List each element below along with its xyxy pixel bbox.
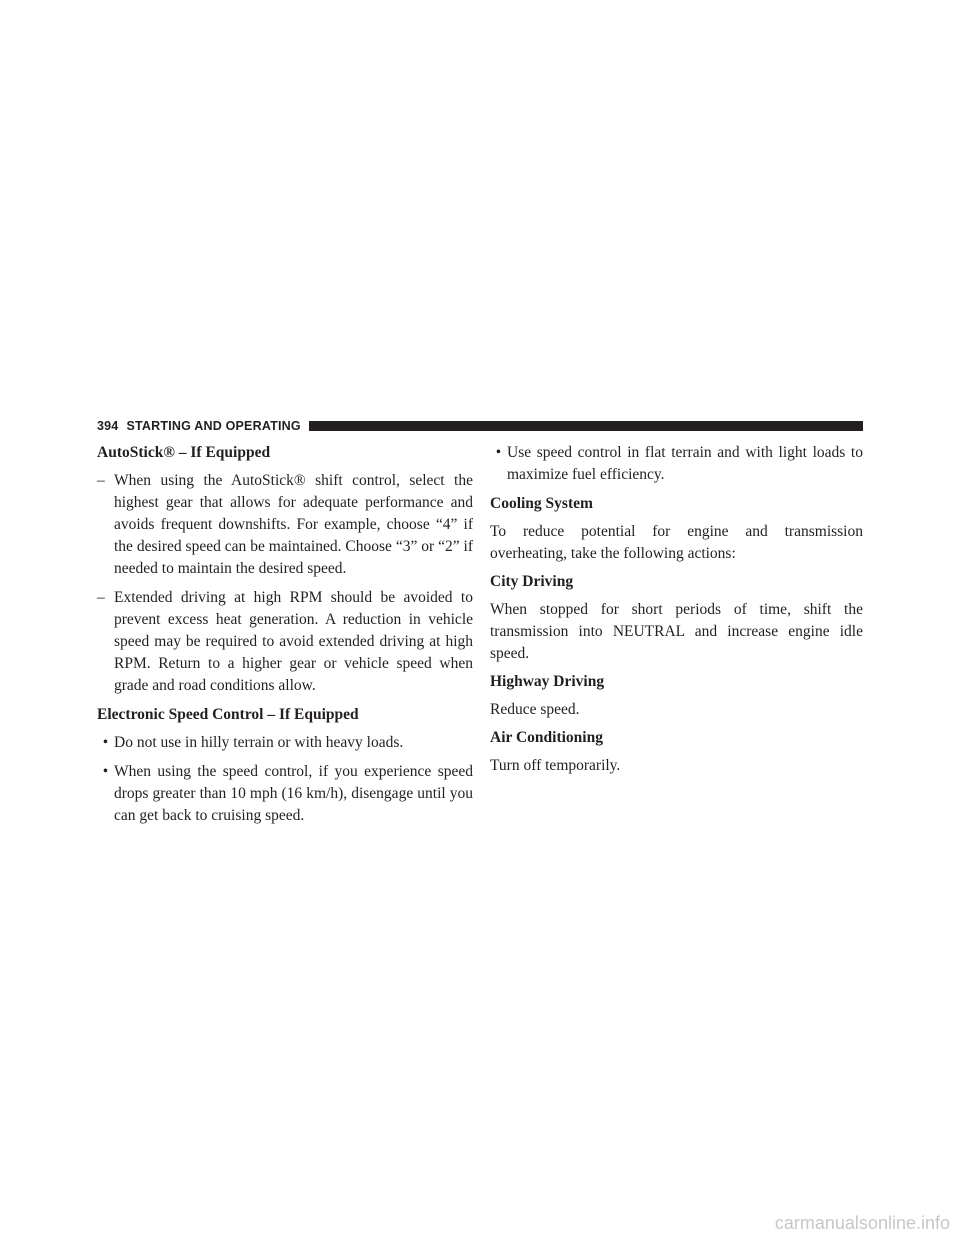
section-title: STARTING AND OPERATING [126,419,301,433]
city-driving-text: When stopped for short periods of time, shift the transmission into NEUTRAL and increase engine idle speed. [490,601,863,662]
list-item [97,470,473,580]
bullet-marker: • [102,763,109,780]
dash-marker: – [97,472,105,489]
list-item [97,761,473,827]
list-item-text: Extended driving at high RPM should be avoided to prevent excess heat generation. A reduction in vehicle speed may be required to avoid extended driving at high RPM. Return to a higher gear or vehicle speed when grade and road conditions allow. [114,589,473,694]
watermark: carmanualsonline.info [774,1213,950,1233]
list-item [97,732,473,754]
list-item [490,442,863,486]
autostick-heading: AutoStick® – If Equipped [97,444,271,461]
air-conditioning-heading: Air Conditioning [490,729,603,746]
highway-driving-heading: Highway Driving [490,673,605,690]
list-item-text: When using the speed control, if you experience speed drops greater than 10 mph (16 km/h), disengage until you can get back to cruising speed. [114,763,473,824]
list-item [97,587,473,697]
air-conditioning-text: Turn off temporarily. [490,757,621,774]
cooling-system-heading: Cooling System [490,495,593,512]
page-number: 394 [97,419,119,433]
city-driving-heading: City Driving [490,573,574,590]
speed-control-heading: Electronic Speed Control – If Equipped [97,706,359,723]
highway-driving-text: Reduce speed. [490,701,580,718]
list-item-text: Do not use in hilly terrain or with heavy loads. [114,734,404,751]
right-column [490,442,863,783]
list-item-text: Use speed control in flat terrain and with light loads to maximize fuel efficiency. [507,444,863,483]
bullet-marker: • [102,734,109,751]
list-item-text: When using the AutoStick® shift control, select the highest gear that allows for adequate performance and avoids frequent downshifts. For example, choose “4” if the desired speed can be maintained. Choose “3” or “2” if needed to maintain the desired speed. [114,472,473,577]
page-header [97,418,863,434]
cooling-system-text: To reduce potential for engine and transmission overheating, take the following actions: [490,523,863,562]
bullet-marker: • [495,444,502,461]
dash-marker: – [97,589,105,606]
header-rule [309,421,863,431]
left-column [97,442,473,834]
